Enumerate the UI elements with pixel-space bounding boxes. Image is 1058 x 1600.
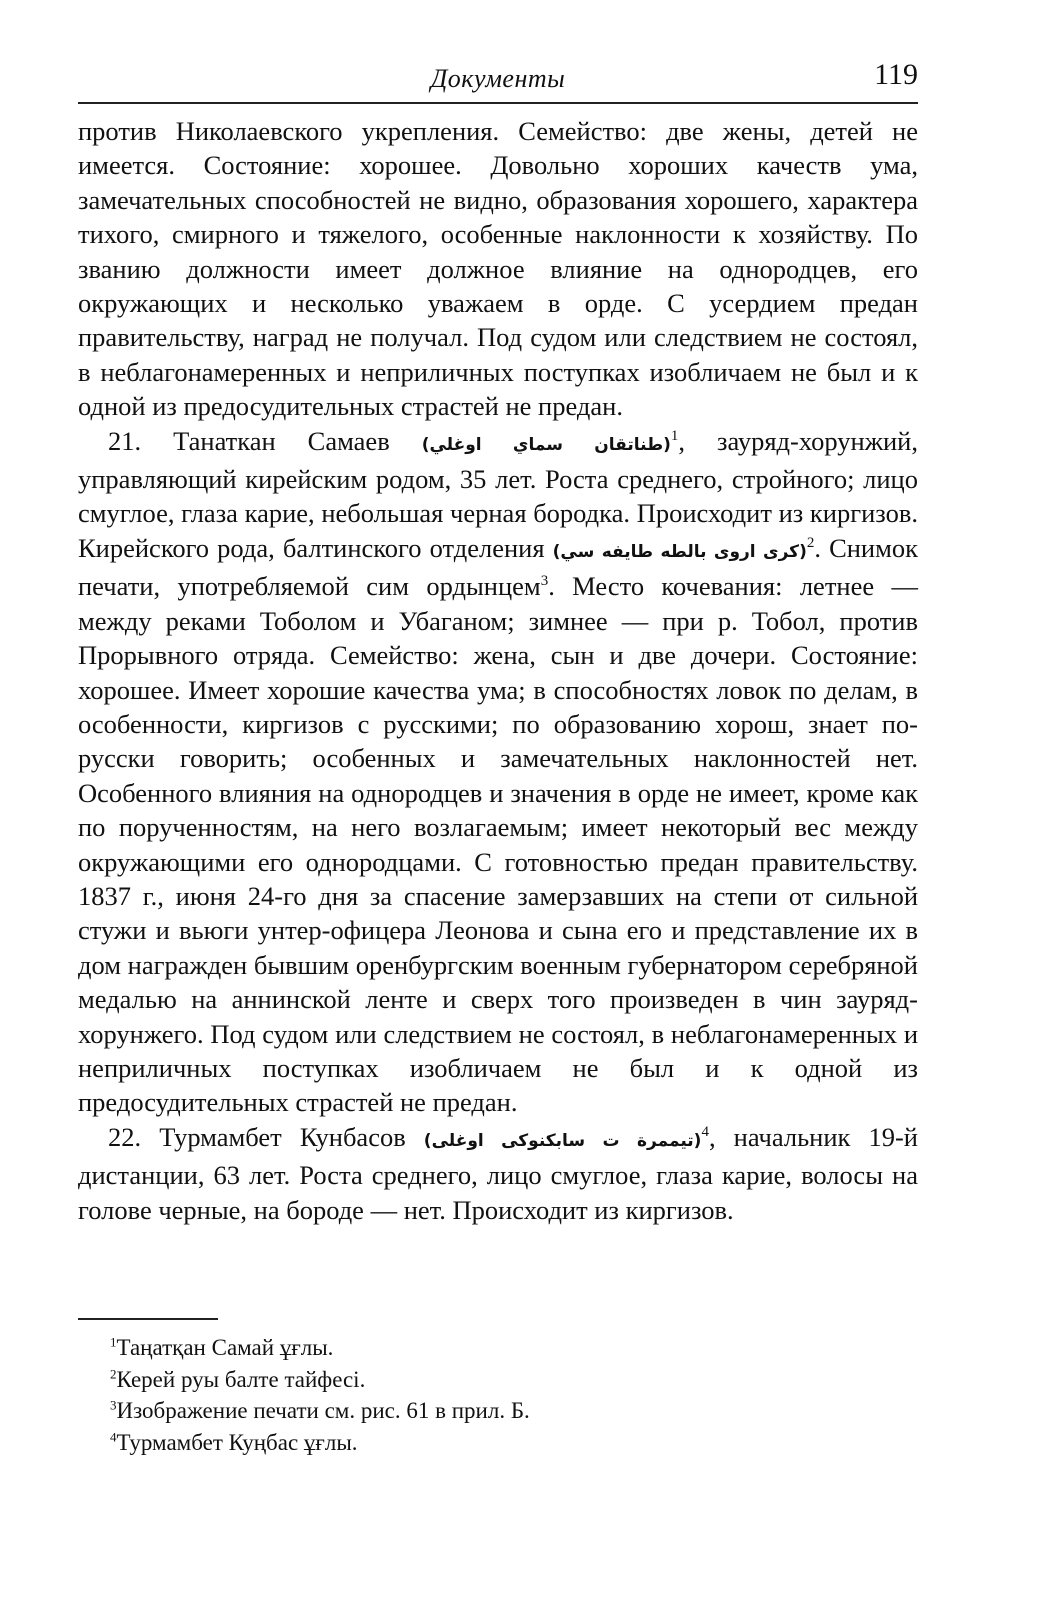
text-run: 21. Танаткан Самаев: [108, 425, 422, 456]
paragraph-22: [78, 1120, 918, 1227]
main-text: [78, 114, 918, 1227]
arabic-script-name: (تيممرة ت سابكنوكى اوغلى): [423, 1130, 702, 1151]
footnote-ref: 2: [806, 535, 815, 552]
footnote-rule: [78, 1318, 218, 1320]
footnote-ref: 4: [701, 1123, 709, 1140]
footnote-text: Керей руы балте тайфесі.: [116, 1366, 366, 1392]
footnote-number: 2: [110, 1365, 117, 1381]
text-run: . Место кочевания: летнее — между реками Тоболом и Убаганом; зимнее — при р. Тобол, против Прорывного отряда. Семейство: жена, сын и две дочери. Состояние: хорошее. Имеет хорошие качества ума; в способностях ловок по делам, в особенности, киргизов с русскими; по образованию хорош, знает по-русски говорить; особенных и замечательных наклонностей нет. Особенного влияния на однородцев и значения в орде не имеет, кроме как по порученностям, на него возлагаемым; имеет некоторый вес между окружающими его однородцами. С готовностью предан правительству. 1837 г., июня 24-го дня за спасение замерзавших на степи от сильной стужи и вьюги унтер-офицера Леонова и сына его и представление их в дом награжден бывшим оренбургским военным губернатором серебряной медалью на аннинской ленте и сверх того произведен в чин зауряд-хорунжего. Под судом или следствием не состоял, в неблагонамеренных и неприличных поступках изобличаем не был и к одной из предосудительных страстей не предан.: [78, 571, 918, 1118]
footnote-text: Изображение печати см. рис. 61 в прил. Б.: [116, 1398, 530, 1423]
footnote-number: 3: [110, 1397, 117, 1413]
arabic-script-name: (طناتقان سماي اوغلي): [421, 434, 671, 455]
paragraph-continued: против Николаевского укрепления. Семейство: две жены, детей не имеется. Состояние: хорошее. Довольно хороших качеств ума, замечательных способностей не видно, образования хорошего, характера тихого, смирного и тяжелого, особенные наклонности к хозяйству. По званию должности имеет должное влияние на однородцев, его окружающих и несколько уважаем в орде. С усердием предан правительству, наград не получал. Под судом или следствием не состоял, в неблагонамеренных и неприличных поступках изобличаем не был и к одной из предосудительных страстей не предан.: [78, 116, 918, 422]
footnote: [110, 1427, 910, 1459]
footnote: [110, 1332, 910, 1364]
footnote-ref: 1: [670, 427, 679, 444]
text-run: , зауряд-хорунжий, управляющий кирейским родом, 35 лет. Роста среднего, стройного; лицо смуглое, глаза карие, небольшая черная бородка. Происходит из киргизов. Кирейского рода, балтинского отделения: [78, 425, 918, 563]
text-run: . Снимок печати, употребляемой сим ордынцем: [78, 532, 919, 602]
page-number: 119: [874, 58, 918, 91]
footnote-number: 1: [110, 1334, 117, 1350]
footnote-number: 4: [110, 1428, 117, 1444]
footnote-ref: 3: [540, 573, 549, 590]
footnote: [110, 1364, 910, 1396]
footnote-text: Турмамбет Куңбас ұғлы.: [116, 1429, 358, 1455]
running-title: Документы: [430, 64, 566, 93]
footnotes: [110, 1332, 910, 1458]
arabic-script-clan: (كرى اروى بالطه طايفه سي): [552, 541, 807, 562]
text-run: 22. Турмамбет Кунбасов: [108, 1121, 424, 1152]
footnote: [110, 1395, 910, 1427]
footnote-text: Таңатқан Самай ұғлы.: [116, 1335, 334, 1360]
header-rule: [78, 102, 918, 104]
paragraph-21: [78, 424, 918, 1120]
running-header: [78, 58, 918, 98]
text-run: , начальник 19-й дистанции, 63 лет. Роста среднего, лицо смуглое, глаза карие, волосы на голове черные, на бороде — нет. Происходит из киргизов.: [78, 1121, 918, 1225]
